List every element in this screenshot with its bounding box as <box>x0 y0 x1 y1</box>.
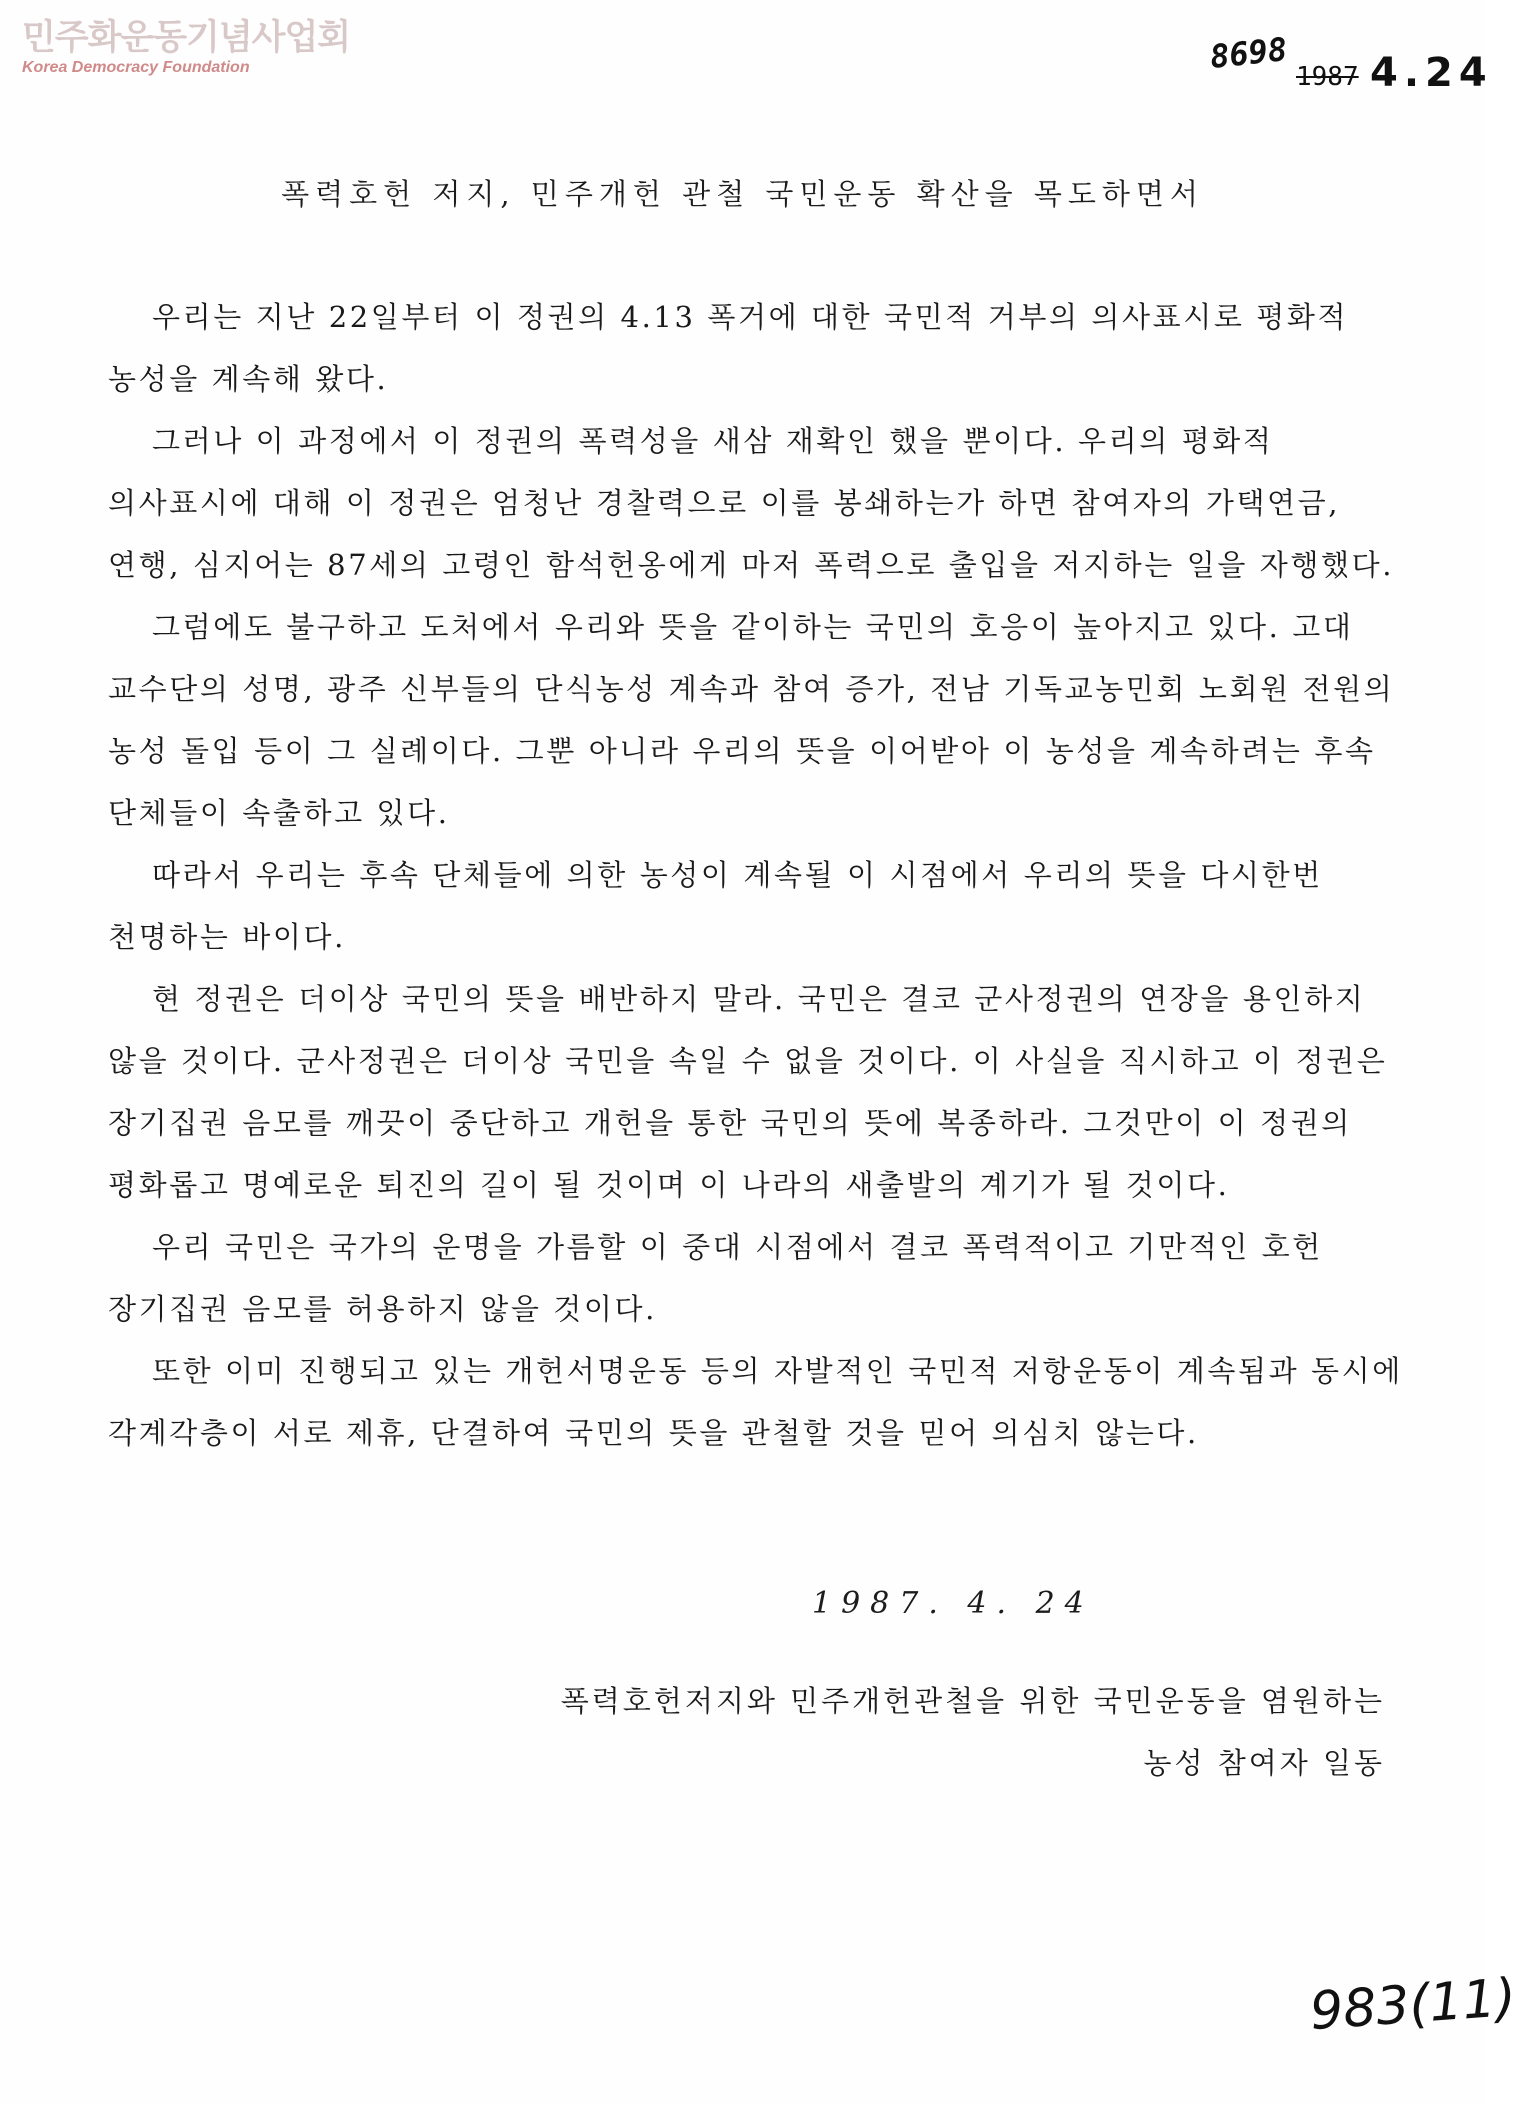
handwritten-struck-year: 1987 <box>1296 62 1359 92</box>
signature-line: 농성 참여자 일동 <box>1143 1746 1385 1780</box>
logo-english-text: Korea Democracy Foundation <box>22 59 250 76</box>
paragraph: 현 정권은 더이상 국민의 뜻을 배반하지 말라. 국민은 결코 군사정권의 연장을 용인하지 않을 것이다. 군사정권은 더이상 국민을 속일 수 없을 것이다. 이 사실을 직시하고 이 정권은 장기집권 음모를 깨끗이 중단하고 개헌을 통한 국민의 뜻에 복종하라. 그것만이 이 정권의 평화롭고 명예로운 퇴진의 길이 될 것이며 이 나라의 새출발의 계기가 될 것이다. <box>108 982 1388 1202</box>
handwritten-reference-number: 8698 <box>1208 30 1289 76</box>
handwritten-page-mark: 983(11) <box>1308 1967 1518 2043</box>
paragraph: 또한 이미 진행되고 있는 개헌서명운동 등의 자발적인 국민적 저항운동이 계속됨과 동시에 각계각층이 서로 제휴, 단결하여 국민의 뜻을 관철할 것을 믿어 의심치 않는다. <box>108 1354 1403 1450</box>
handwritten-date: 4.24 <box>1370 50 1493 96</box>
paragraph: 따라서 우리는 후속 단체들에 의한 농성이 계속될 이 시점에서 우리의 뜻을 다시한번 천명하는 바이다. <box>108 858 1323 954</box>
paragraph: 우리는 지난 22일부터 이 정권의 4.13 폭거에 대한 국민적 거부의 의사표시로 평화적 농성을 계속해 왔다. <box>108 300 1349 396</box>
foundation-logo <box>22 18 351 78</box>
paragraph: 우리 국민은 국가의 운명을 가름할 이 중대 시점에서 결코 폭력적이고 기만적인 호헌 장기집권 음모를 허용하지 않을 것이다. <box>108 1230 1323 1326</box>
paragraph: 그러나 이 과정에서 이 정권의 폭력성을 새삼 재확인 했을 뿐이다. 우리의 평화적 의사표시에 대해 이 정권은 엄청난 경찰력으로 이를 봉쇄하는가 하면 참여자의 가택연금, 연행, 심지어는 87세의 고령인 함석헌옹에게 마저 폭력으로 출입을 저지하는 일을 자행했다. <box>108 424 1395 582</box>
statement-body <box>108 286 1408 1464</box>
signature-line: 폭력호헌저지와 민주개헌관철을 위한 국민운동을 염원하는 <box>560 1684 1385 1718</box>
document-title: 폭력호헌 저지, 민주개헌 관철 국민운동 확산을 목도하면서 <box>281 177 1204 211</box>
logo-korean-text: 민주화운동기념사업회 <box>22 18 351 58</box>
paragraph: 그럼에도 불구하고 도처에서 우리와 뜻을 같이하는 국민의 호응이 높아지고 있다. 고대 교수단의 성명, 광주 신부들의 단식농성 계속과 참여 증가, 전남 기독교농민회 노회원 전원의 농성 돌입 등이 그 실례이다. 그뿐 아니라 우리의 뜻을 이어받아 이 농성을 계속하려는 후속 단체들이 속출하고 있다. <box>108 610 1395 830</box>
signature-block <box>561 1670 1385 1794</box>
statement-date: 1987. 4. 24 <box>812 1586 1094 1621</box>
